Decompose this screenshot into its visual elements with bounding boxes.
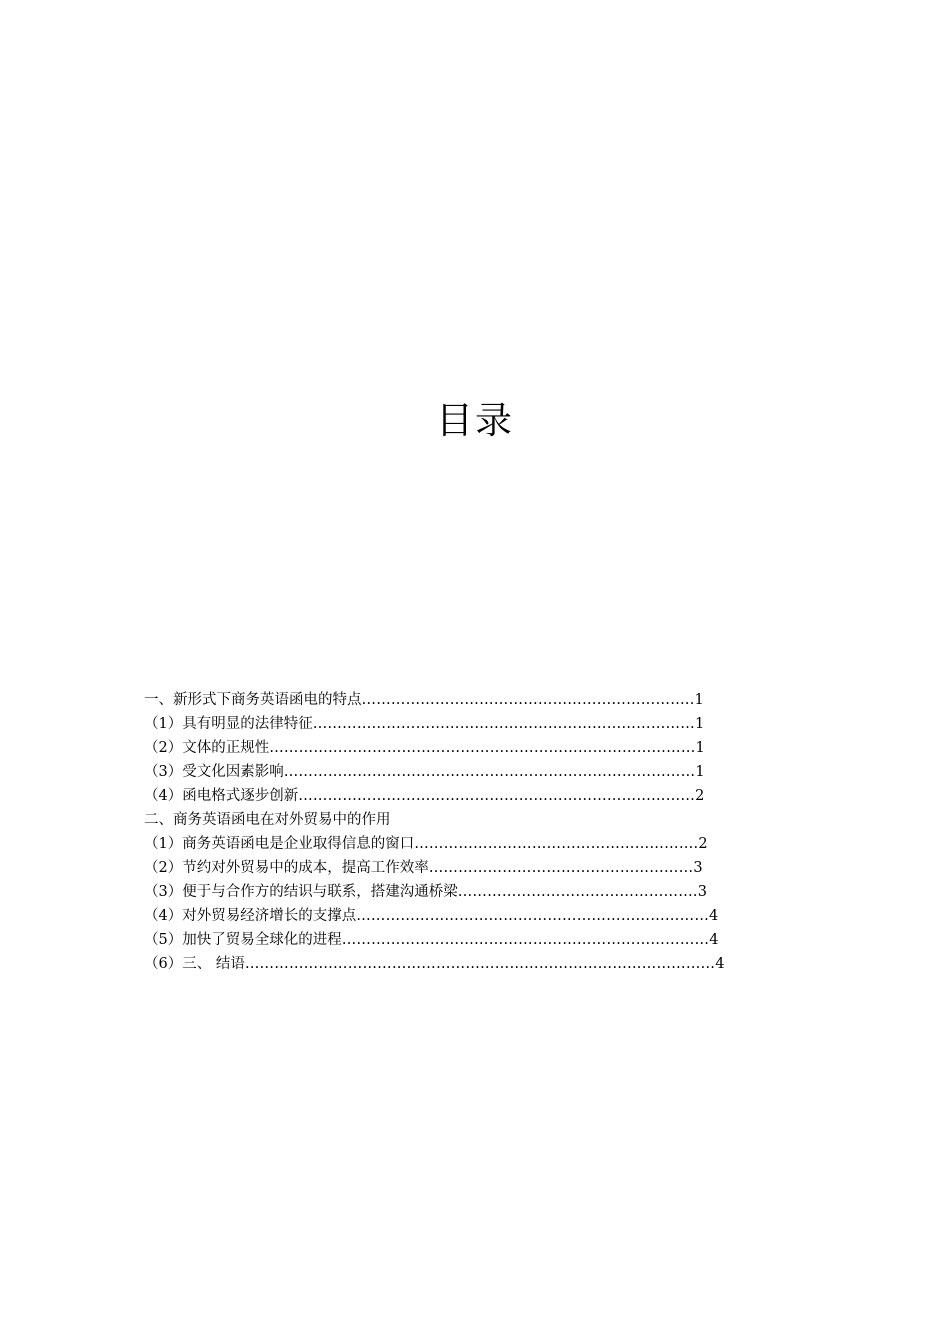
toc-entry-page: 1 xyxy=(694,716,705,732)
toc-entry-page: 1 xyxy=(694,692,704,708)
toc-entry-page: 4 xyxy=(715,956,725,972)
toc-entry[interactable] xyxy=(144,712,804,736)
toc-entry-label: （6）三、 结语 xyxy=(144,956,245,972)
toc-entry-leader: …………………………………………………………………………… xyxy=(269,740,696,756)
toc-entry-page: 4 xyxy=(709,932,719,948)
toc-entry-page: 2 xyxy=(695,788,705,804)
toc-entry[interactable] xyxy=(144,904,804,928)
toc-entry-leader: ……………………………………………………………………… xyxy=(298,788,696,804)
toc-entry-label: （1）具有明显的法律特征 xyxy=(144,716,313,732)
toc-section-heading[interactable] xyxy=(144,808,804,832)
toc-entry-leader: ………………………………………………………………………… xyxy=(283,764,696,780)
toc-entry-label: （4）对外贸易经济增长的支撑点 xyxy=(144,908,357,924)
toc-entry[interactable] xyxy=(144,952,804,976)
toc-entry[interactable] xyxy=(144,856,804,880)
toc-entry-label: （3）受文化因素影响 xyxy=(144,764,284,780)
toc-entry-label: （3）便于与合作方的结识与联系，搭建沟通桥梁 xyxy=(144,884,458,900)
toc-entry[interactable] xyxy=(144,928,804,952)
table-of-contents xyxy=(144,688,804,976)
toc-entry-page: 3 xyxy=(697,884,707,900)
toc-entry[interactable] xyxy=(144,688,804,712)
toc-entry[interactable] xyxy=(144,880,804,904)
toc-entry[interactable] xyxy=(144,832,804,856)
toc-entry-page: 3 xyxy=(693,860,703,876)
toc-entry-page: 1 xyxy=(695,764,705,780)
toc-entry-leader: ………………………………………………………….. xyxy=(361,692,695,708)
toc-entry-leader: ……………………………………………… xyxy=(428,860,694,876)
toc-entry-leader: …………………………………………. xyxy=(457,884,698,900)
toc-entry[interactable] xyxy=(144,784,804,808)
toc-entry-leader: ………………………………………………………………… xyxy=(341,932,710,948)
toc-entry[interactable] xyxy=(144,736,804,760)
toc-entry-label: 二、商务英语函电在对外贸易中的作用 xyxy=(144,812,391,828)
toc-entry-leader: ……………………………………………………………… xyxy=(356,908,710,924)
page-title: 目录 xyxy=(436,399,514,442)
toc-entry-page: 4 xyxy=(709,908,719,924)
toc-entry-page: 1 xyxy=(695,740,705,756)
toc-entry-leader: …………………………………………………………………… xyxy=(312,716,695,732)
toc-entry-page: 2 xyxy=(698,836,708,852)
toc-entry-label: （2）节约对外贸易中的成本，提高工作效率 xyxy=(144,860,429,876)
toc-entry-label: 一、新形式下商务英语函电的特点 xyxy=(144,692,362,708)
toc-entry-label: （1）商务英语函电是企业取得信息的窗口 xyxy=(144,836,415,852)
toc-entry[interactable] xyxy=(144,760,804,784)
toc-entry-label: （4）函电格式逐步创新 xyxy=(144,788,299,804)
toc-entry-leader: …………………………………………………………………………………… xyxy=(244,956,716,972)
toc-entry-label: （5）加快了贸易全球化的进程 xyxy=(144,932,342,948)
toc-entry-label: （2）文体的正规性 xyxy=(144,740,270,756)
toc-entry-leader: …………………………………………………. xyxy=(414,836,699,852)
